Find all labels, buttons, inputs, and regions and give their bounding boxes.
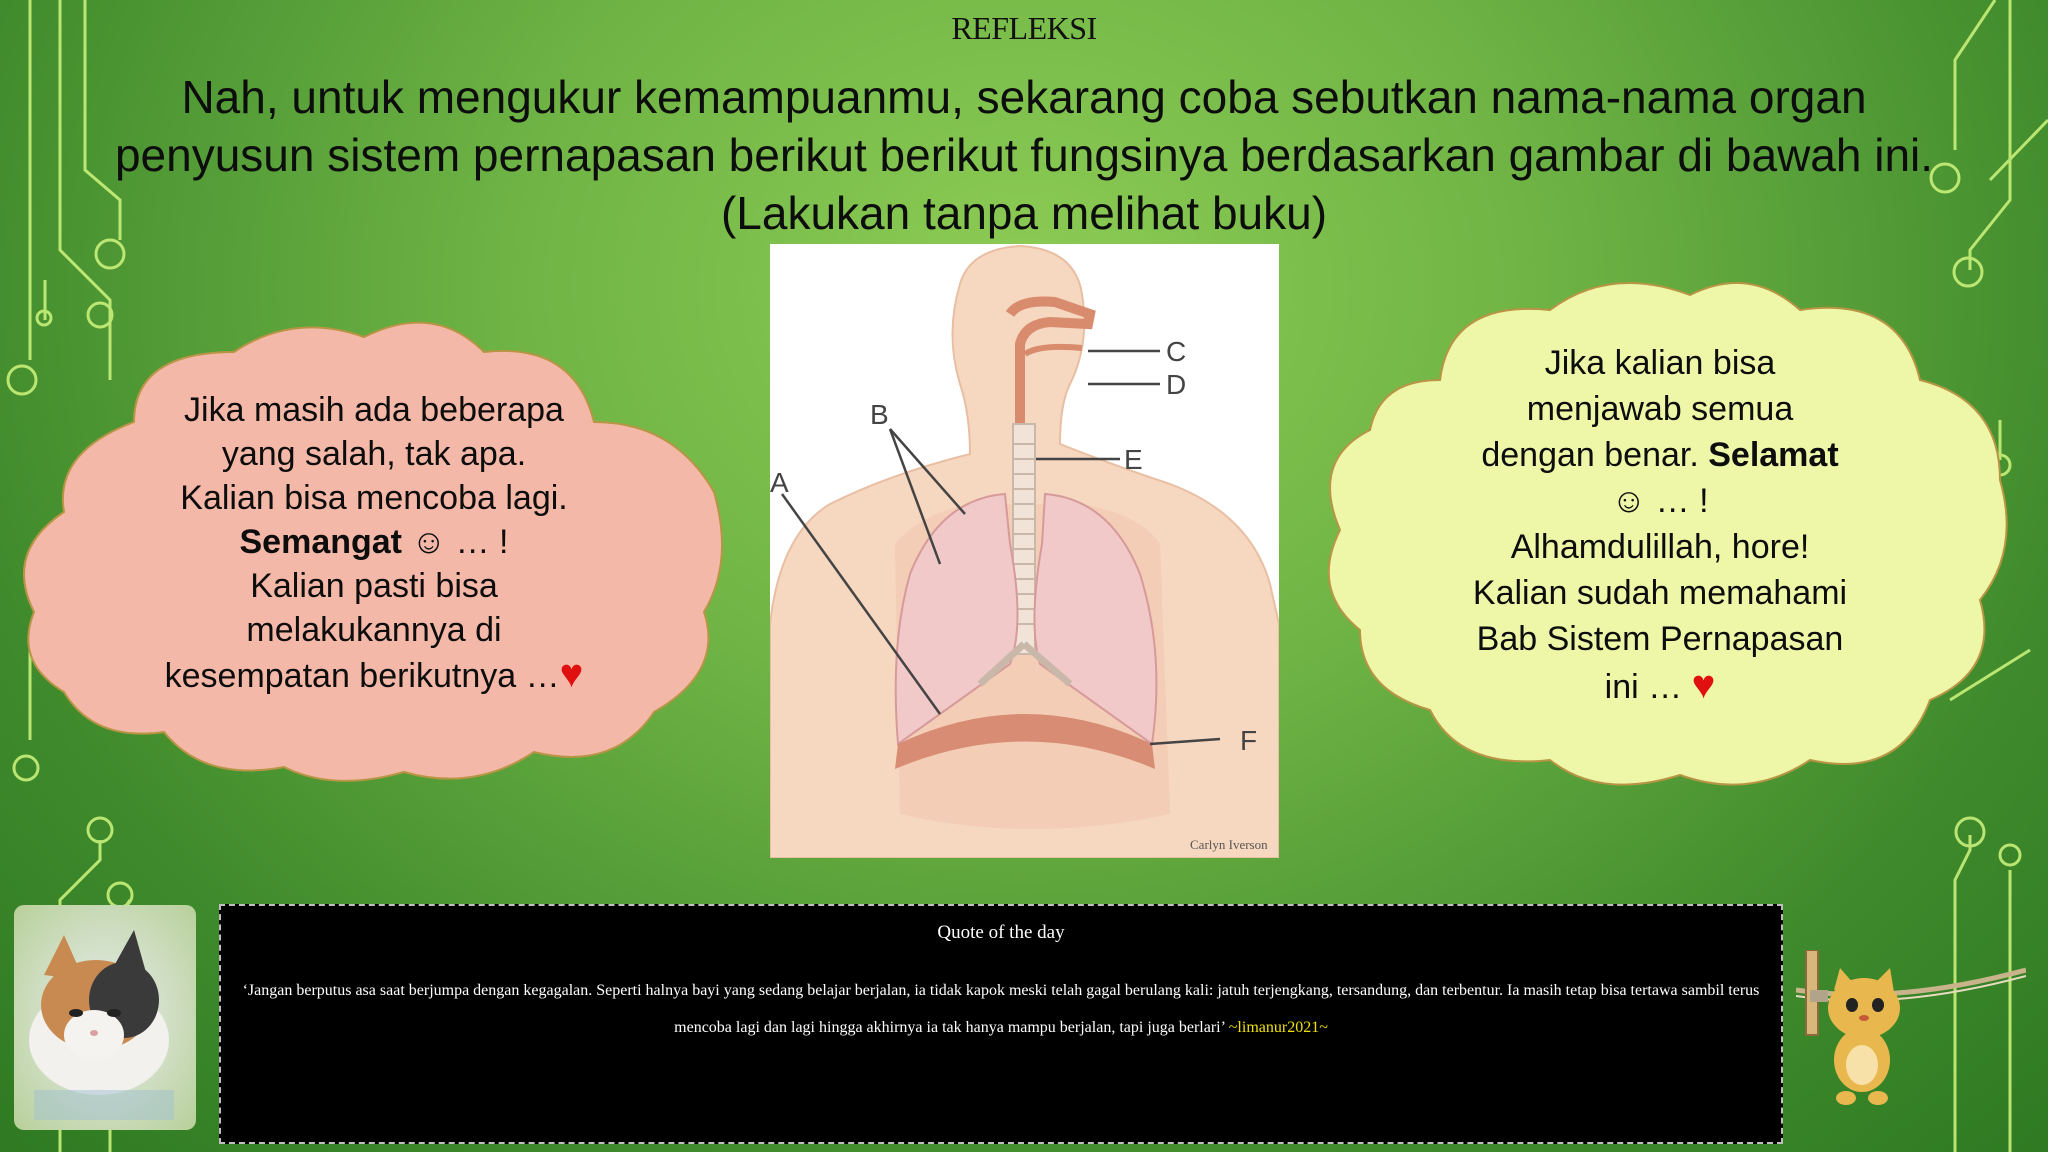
instruction-line-3: (Lakukan tanpa melihat buku) (720, 187, 1328, 239)
semangat-word: Semangat (239, 523, 402, 561)
encouragement-line-6: melakukannya di (246, 611, 502, 649)
quote-author: ~limanur2021~ (1228, 1019, 1328, 1036)
diagram-label-d: D (1166, 369, 1187, 400)
heart-icon: ♥ (559, 652, 584, 696)
encouragement-cloud (14, 312, 734, 792)
diagram-label-f: F (1240, 725, 1258, 756)
encouragement-line-2: yang salah, tak apa. (221, 435, 527, 473)
hanging-cat-illustration (1796, 950, 2026, 1120)
instruction-text (40, 68, 2008, 242)
encouragement-line-5: Kalian pasti bisa (250, 567, 498, 605)
encouragement-text (84, 388, 664, 698)
congratulation-line-8-text: ini … (1604, 668, 1683, 706)
encouragement-line-4 (84, 520, 664, 564)
diagram-label-a: A (770, 467, 789, 498)
encouragement-line-7-text: kesempatan berikutnya … (164, 657, 560, 695)
congratulation-cloud (1310, 270, 2010, 800)
congratulation-line-5: Alhamdulillah, hore! (1510, 528, 1810, 566)
quote-text-block (239, 972, 1763, 1046)
encouragement-line-7 (84, 652, 664, 698)
heart-icon: ♥ (1691, 663, 1716, 707)
congratulation-line-6: Kalian sudah memahami (1472, 574, 1848, 612)
congratulation-line-3 (1400, 432, 1920, 478)
congratulation-line-7: Bab Sistem Pernapasan (1476, 620, 1844, 658)
congratulation-line-4: ☺ … ! (1611, 482, 1709, 520)
congratulation-line-1: Jika kalian bisa (1544, 344, 1776, 382)
quote-text: ‘Jangan berputus asa saat berjumpa dengan kegagalan. Seperti halnya bayi yang sedang belajar berjalan, ia tidak kapok meski telah gagal berulang kali: jatuh terjengkang, tersandung, dan terbentur. Ia masih tetap bisa tertawa sambil terus mencoba lagi dan lagi hingga akhirnya ia tak hanya mampu berjalan, tapi juga berlari’ (242, 982, 1760, 1036)
diagram-label-e: E (1124, 444, 1143, 475)
smiley-text: ☺ … ! (402, 523, 509, 561)
kitten-photo (14, 905, 196, 1130)
diagram-label-b: B (870, 399, 889, 430)
congratulation-line-3-text: dengan benar. (1481, 436, 1709, 474)
instruction-line-1: Nah, untuk mengukur kemampuanmu, sekarang coba sebutkan nama-nama organ (181, 71, 1867, 123)
respiratory-system-diagram (770, 244, 1279, 858)
instruction-line-2: penyusun sistem pernapasan berikut berikut fungsinya berdasarkan gambar di bawah ini. (114, 129, 1934, 181)
congratulation-line-8 (1400, 662, 1920, 710)
encouragement-line-3: Kalian bisa mencoba lagi. (180, 479, 568, 517)
selamat-word: Selamat (1708, 436, 1839, 474)
slide-title: REFLEKSI (951, 10, 1097, 46)
quote-of-the-day-box (219, 904, 1783, 1144)
encouragement-line-1: Jika masih ada beberapa (184, 391, 564, 429)
diagram-label-c: C (1166, 336, 1187, 367)
congratulation-text (1400, 340, 1920, 710)
congratulation-line-2: menjawab semua (1526, 390, 1794, 428)
diagram-credit: Carlyn Iverson (1190, 837, 1268, 852)
quote-title: Quote of the day (937, 922, 1065, 943)
